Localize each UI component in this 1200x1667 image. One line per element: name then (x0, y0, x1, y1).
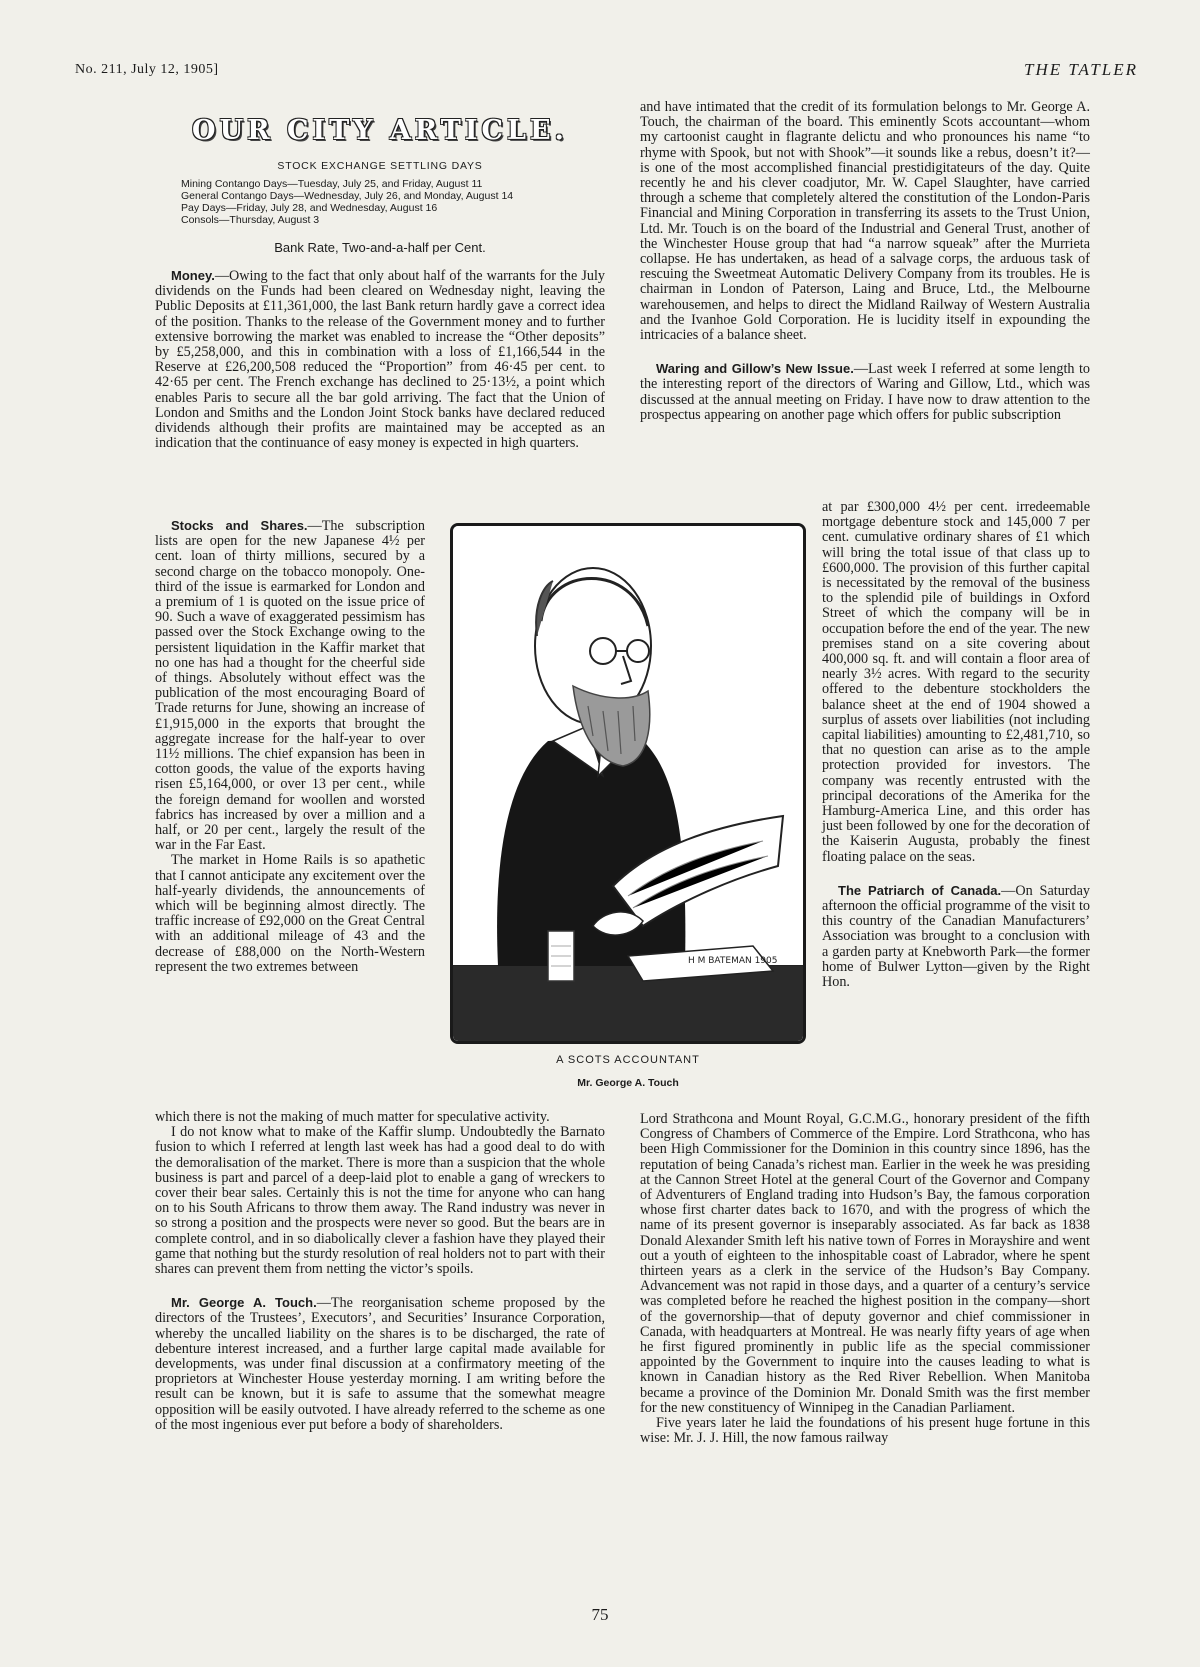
waring-text: —Last week I referred at some length to the interesting report of the directors of Waring and Gillow, Ltd., which was discussed at the annual meeting on Friday. I have now to draw attention to the prospectus appearing on another page which offers for public subscription (640, 361, 1091, 423)
cartoon-drawing (453, 526, 803, 1041)
patriarch-paragraph-2: Five years later he laid the foundations of his present huge fortune in this wise: Mr. J. J. Hill, the now famous railway (640, 1415, 1090, 1447)
money-section (155, 268, 605, 508)
column-right-upper (640, 100, 1090, 500)
section-head-patriarch: The Patriarch of Canada. (838, 882, 1002, 898)
section-head-stocks: Stocks and Shares. (171, 518, 308, 533)
settling-line: Mining Contango Days—Tuesday, July 25, and Friday, August 11 (181, 178, 483, 190)
section-head-money: Money. (171, 268, 215, 283)
page-number: 75 (591, 1605, 609, 1624)
section-head-waring: Waring and Gillow’s New Issue. (656, 361, 854, 377)
touch-continued: and have intimated that the credit of its formulation belongs to Mr. George A. Touch, the chairman of the board. This eminently Scots accountant—whom my cartoonist caught in flagrante delictu and who pronounces his name “to rhyme with Spook, but not with Shook”—it sounds like a rebus, doesn’t it?—is one of the most accomplished financial prestidigitateurs of the day. Quite recently he and his clever coadjutor, Mr. W. Capel Slaughter, have carried through a scheme that completely altered the constitution of the London-Paris Financial and Mining Corporation in transferring its assets to the Trust Union, Ltd. Mr. Touch is on the board of the Industrial and General Trust, another of the Winchester House group that had “a narrow squeak” after the Murrieta collapse. He has undertaken, as head of a salvage corps, the arduous task of rescuing the Sweetmeat Automatic Delivery Company from its troubles. He is chairman in London of Paterson, Laing and Bruce, Ltd., the Melbourne warehousemen, and helps to direct the Midland Railway of Western Australia and the Ivanhoe Gold Corporation. He is lucidity itself in expounding the intricacies of a balance sheet. (640, 99, 1090, 344)
cartoon-caption: A SCOTS ACCOUNTANT (556, 1054, 700, 1066)
settling-line: Consols—Thursday, August 3 (181, 214, 320, 226)
stocks-text: —The subscription lists are open for the new Japanese 4½ per cent. loan of thirty millions, secured by a second charge on the tobacco monopoly. One-third of the issue is earmarked for London and a premium of 1 is quoted on the issue price of 90. Such a wave of exaggerated pessimism has passed over the Stock Exchange owing to the persistent liquidation in the Kaffir market that no one has had a thought for the cheerful side of things. Absolutely without effect was the publication of the most encouraging Board of Trade returns for June, showing an increase of £1,915,000 in the exports that brought the aggregate increase for the half-year to over 11½ millions. The chief expansion has been in cotton goods, the value of the exports having risen £5,164,000, or over 13 per cent., while the foreign demand for woollen and worsted fabrics has increased by over a million and a half, or 20 per cent., largely the result of the war in the Far East. (155, 518, 425, 854)
stocks-section (155, 518, 425, 1110)
touch-text: —The reorganisation scheme proposed by the directors of the Trustees’, Executors’, and Securities’ Insurance Corporation, whereby the uncalled liability on the shares is to be discharged, the rate of debenture interest increased, and a further large capital made available for developments, was under final discussion at a confirmatory meeting of the proprietors at Winchester House yesterday morning. I am writing before the result can be known, but it is safe to assume that the somewhat meagre opposition will be easily outvoted. I have already referred to the scheme as one of the most ingenious ever put before a body of shareholders. (155, 1295, 605, 1433)
cartoon-subcaption: Mr. George A. Touch (577, 1077, 679, 1089)
cartoon-illustration (450, 523, 806, 1044)
section-head-touch: Mr. George A. Touch. (171, 1295, 317, 1311)
settling-heading: STOCK EXCHANGE SETTLING DAYS (277, 160, 483, 172)
kaffir-paragraph: I do not know what to make of the Kaffir slump. Undoubtedly the Barnato fusion to which I referred at length last week has had a good deal to do with the demoralisation of the market. There is more than a suspicion that the whole business is part and parcel of a deep-laid plot to enable a gang of wreckers to cover their bear sales. Certainly this is not the time for anyone who can hang on to his South Africans to throw them away. The Rand industry was never in so strong a position and the prospects were never so good. But the bears are in complete control, and in so diabolically clever a fashion have they played their game that nothing but the sturdy resolution of real holders not to part with their shares can prevent them from netting the victor’s spoils. (155, 1124, 605, 1278)
column-left-lower (155, 1110, 605, 1590)
settling-line: General Contango Days—Wednesday, July 26, and Monday, August 14 (181, 190, 514, 202)
settling-line: Pay Days—Friday, July 28, and Wednesday, August 16 (181, 202, 438, 214)
article-title: OUR CITY ARTICLE. (192, 115, 568, 146)
patriarch-section-continued (640, 1112, 1090, 1590)
magazine-title: THE TATLER (1024, 60, 1138, 79)
home-rails-paragraph: The market in Home Rails is so apathetic that I cannot anticipate any excitement over the half-yearly dividends, the announcements of which will be beginning almost directly. The traffic increase of £92,000 on the Great Central with an additional mileage of 43 and the decrease of £88,000 on the North-Western represent the two extremes between (155, 852, 425, 975)
patriarch-continued: Lord Strathcona and Mount Royal, G.C.M.G., honorary president of the fifth Congress of Chambers of Commerce of the Empire. Lord Strathcona, who has been High Commissioner for the Dominion in this country since 1896, has the reputation of being Canada’s richest man. Earlier in the week he was presiding at the Cannon Street Hotel at the general Court of the Governor and Company of Adventurers of England trading into Hudson’s Bay, the famous corporation whose first charter dates back to 1670, and with the progress of which the name of its present governor is inseparably associated. As far back as 1838 Donald Alexander Smith left his native town of Forres in Morayshire and went out a youth of eighteen to the inhospitable coast of Labrador, where he spent thirteen years as a clerk in the service of the Hudson’s Bay Company. Advancement was not rapid in those days, and a quarter of a century’s service was completed before he reached the highest position in the company—short of the governorship—that of deputy governor and chief commissioner in Canada, with headquarters at Montreal. He was nearly fifty years of age when he first figured prominently in public life as the special commissioner appointed by the Government to inquire into the causes leading to what is known in Canadian history as the Red River Rebellion. When Manitoba became a province of the Dominion Mr. Donald Smith was the first member for the new constituency of Winnipeg in the Canadian Parliament. (640, 1111, 1090, 1416)
article-title-block (155, 115, 605, 255)
waring-section-continued (822, 500, 1090, 1112)
issue-line: No. 211, July 12, 1905] (75, 62, 219, 77)
money-text: —Owing to the fact that only about half of the warrants for the July dividends on the Funds had been cleared on Wednesday night, leaving the Public Deposits at £11,361,000, the last Bank return hardly gave a correct idea of the position. Thanks to the release of the Government money and to further extensive borrowing the market was enabled to increase the “Other deposits” by £5,258,000, and this in combination with a loss of £1,166,544 in the Reserve at £26,200,508 reduced the “Proportion” from 46·45 per cent. to 42·65 per cent. The French exchange has declined to 25·13½, a point which enables Paris to secure all the bar gold arriving. The fact that the Union of London and Smiths and the London Joint Stock banks have declared reduced dividends although their profits are maintained may be accepted as an indication that the continuance of easy money is expected in high quarters. (155, 268, 605, 452)
home-rails-continued: which there is not the making of much matter for speculative activity. (155, 1109, 550, 1125)
bank-rate-heading: Bank Rate, Two-and-a-half per Cent. (274, 240, 486, 255)
patriarch-text: —On Saturday afternoon the official programme of the visit to this country of the Canadian Manufacturers’ Association was brought to a conclusion with a garden party at Knebworth Park—the former home of Bulwer Lytton—given by the Right Hon. (822, 882, 1090, 991)
cartoon-signature: H M BATEMAN 1905 (688, 956, 778, 966)
settling-list (155, 178, 605, 226)
page-header (75, 62, 1138, 86)
waring-continued: at par £300,000 4½ per cent. irredeemable mortgage debenture stock and 145,000 7 per cent. cumulative ordinary shares of £1 which will bring the total issue of that class up to £600,000. The provision of this further capital is necessitated by the removal of the business to the splendid pile of buildings in Oxford Street of which the company will be in occupation before the end of the year. The new premises stand on a site covering about 400,000 sq. ft. and will contain a floor area of nearly 3½ acres. With regard to the security offered to the debenture stockholders the balance sheet at the end of 1904 showed a surplus of assets over liabilities (not including capital liabilities) amounting to £2,481,710, so that no question can arise as to the ample protection provided for investors. The company was recently entrusted with the principal decorations of the Amerika for the Hamburg-America Line, and this order has just been followed by one for the decoration of the Kaiserin Augusta, probably the finest floating palace on the seas. (822, 499, 1090, 865)
